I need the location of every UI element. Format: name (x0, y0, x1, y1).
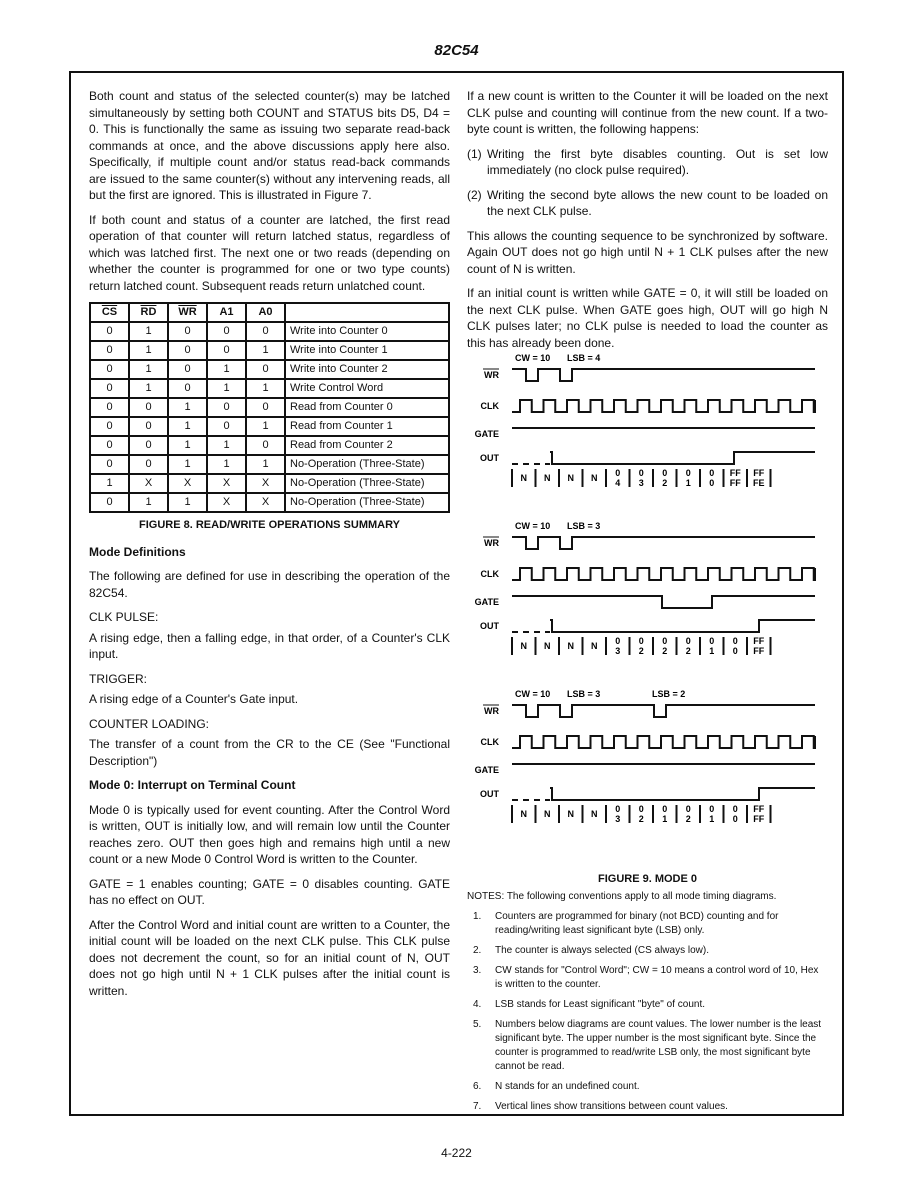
lsb-label: LSB = 3 (567, 689, 601, 699)
notes-heading: NOTES: The following conventions apply to all mode timing diagrams. (467, 890, 777, 902)
table-cell: 0 (168, 360, 207, 379)
note-text: The counter is always selected (CS always low). (495, 944, 709, 956)
table-cell: 0 (90, 398, 129, 417)
figure-9-caption: FIGURE 9. MODE 0 (597, 873, 698, 885)
count-value-lsb: 2 (685, 646, 691, 656)
table-cell: 1 (246, 455, 285, 474)
table-cell: 1 (207, 455, 246, 474)
count-value-msb: 0 (615, 468, 621, 478)
lsb-label: LSB = 3 (567, 521, 601, 531)
table-cell: 1 (129, 341, 168, 360)
count-value-lsb: 2 (662, 478, 668, 488)
table-cell: X (207, 493, 246, 512)
cw-label: CW = 10 (515, 689, 551, 699)
note-number: 6. (473, 1080, 482, 1092)
table-row (90, 474, 449, 493)
table-header-cell: A0 (246, 303, 285, 322)
signal-label-out: OUT (480, 789, 499, 799)
paragraph: GATE = 1 enables counting; GATE = 0 disables counting. GATE has no effect on OUT. (89, 876, 450, 907)
note-number: 4. (473, 998, 482, 1010)
out-waveform (550, 452, 815, 464)
term-clk-pulse: CLK PULSE: (89, 610, 159, 624)
table-cell: 1 (168, 417, 207, 436)
definition: The transfer of a count from the CR to the CE (See "Functional Description") (89, 737, 450, 768)
table-cell: X (129, 474, 168, 493)
count-value-lsb: 2 (662, 646, 668, 656)
count-value-lsb: 0 (732, 646, 738, 656)
item-text: Writing the first byte disables counting. Out is set low immediately (no clock pulse required). (487, 146, 828, 177)
table-header-cell (285, 303, 449, 322)
table-header-cell: A1 (207, 303, 246, 322)
paragraph: After the Control Word and initial count are written to a Counter, the initial count will be loaded on the next CLK pulse. This CLK pulse does not decrement the count, so for an initial count of N, OUT does not go high until N + 1 CLK pulses after the initial count is written. (89, 917, 450, 998)
note-item (467, 1100, 828, 1114)
table-row (90, 455, 449, 474)
gate-waveform (512, 596, 815, 608)
table-cell: 1 (207, 360, 246, 379)
count-value-msb: N (544, 809, 551, 819)
count-value-msb: 0 (709, 468, 715, 478)
term-trigger: TRIGGER: (89, 671, 148, 686)
table-cell: 1 (129, 379, 168, 398)
table-cell: 1 (207, 436, 246, 455)
table-header-cell: $\overline{CS}$ (90, 303, 129, 322)
table-header-cell: $\overline{RD}$ (129, 303, 168, 322)
table-cell: Write into Counter 1 (285, 341, 449, 360)
table-cell: 0 (246, 398, 285, 417)
table-cell: 0 (129, 417, 168, 436)
table-cell: 1 (129, 322, 168, 341)
note-item (467, 998, 828, 1012)
table-cell: 0 (129, 398, 168, 417)
table-row (90, 322, 449, 341)
count-value-msb: N (520, 473, 527, 483)
mode-0-heading: Mode 0: Interrupt on Terminal Count (89, 778, 296, 792)
table-cell: 1 (207, 379, 246, 398)
table-cell: 0 (90, 417, 129, 436)
count-value-lsb: 1 (662, 814, 668, 824)
signal-label-gate: GATE (474, 597, 499, 607)
count-value-msb: N (591, 641, 598, 651)
table-cell: 0 (246, 436, 285, 455)
table-cell: X (207, 474, 246, 493)
table-cell: Write into Counter 0 (285, 322, 449, 341)
count-value-msb: FF (753, 804, 765, 814)
item-number: (1) (467, 146, 482, 161)
count-value-msb: N (567, 473, 574, 483)
table-cell: No-Operation (Three-State) (285, 493, 449, 512)
table-cell: Read from Counter 2 (285, 436, 449, 455)
note-item (467, 944, 828, 958)
right-column (467, 88, 828, 1120)
count-value-msb: FF (729, 468, 741, 478)
count-value-msb: FF (753, 468, 765, 478)
count-value-lsb: 1 (709, 646, 715, 656)
signal-label-wr: WR (484, 706, 499, 716)
count-value-msb: 0 (709, 636, 715, 646)
count-value-lsb: 1 (709, 814, 715, 824)
table-cell: 0 (246, 322, 285, 341)
table-cell: 1 (168, 493, 207, 512)
figure-8-caption: FIGURE 8. READ/WRITE OPERATIONS SUMMARY (139, 519, 400, 531)
count-value-lsb: 0 (709, 478, 715, 488)
count-value-msb: 0 (685, 804, 691, 814)
mode-0-timing-diagram (467, 351, 828, 871)
table-cell: 0 (207, 398, 246, 417)
clk-waveform (512, 568, 815, 580)
mode-definitions-heading: Mode Definitions (89, 544, 186, 559)
note-item (467, 964, 828, 992)
count-value-msb: 0 (662, 804, 668, 814)
signal-label-out: OUT (480, 453, 499, 463)
note-number: 7. (473, 1100, 482, 1112)
table-cell: Read from Counter 0 (285, 398, 449, 417)
lsb-label: LSB = 2 (652, 689, 686, 699)
table-cell: 1 (129, 360, 168, 379)
clk-waveform (512, 400, 815, 412)
cw-label: CW = 10 (515, 521, 551, 531)
notes (467, 890, 828, 1114)
note-text: Counters are programmed for binary (not BCD) counting and for reading/writing least significant byte (LSB) only. (495, 910, 779, 936)
signal-label-clk: CLK (480, 401, 499, 411)
count-value-msb: 0 (662, 468, 668, 478)
count-value-msb: 0 (615, 636, 621, 646)
count-value-msb: 0 (638, 468, 644, 478)
count-value-msb: 0 (685, 636, 691, 646)
paragraph: If both count and status of a counter are latched, the first read operation of that counter will return latched status, regardless of which was latched first. The next one or two reads (depending on whether the counter is programmed for one or two type counts) return latched count. Subsequent reads return unlatched count. (89, 212, 450, 293)
read-write-operations-table (89, 302, 450, 513)
signal-label-out: OUT (480, 621, 499, 631)
table-cell: 0 (90, 341, 129, 360)
table-row (90, 398, 449, 417)
table-header-cell: $\overline{WR}$ (168, 303, 207, 322)
signal-label-wr: WR (484, 370, 499, 380)
table-row (90, 341, 449, 360)
list-item (467, 187, 828, 220)
list-item (467, 146, 828, 179)
table-cell: 1 (168, 455, 207, 474)
table-cell: 0 (90, 322, 129, 341)
table-row (90, 417, 449, 436)
paragraph: Mode 0 is typically used for event counting. After the Control Word is written, OUT is initially low, and will remain low until the Counter reaches zero. OUT then goes high and remains high until a new count or a new Mode 0 Control Word is written to the Counter. (89, 802, 450, 866)
count-value-msb: 0 (638, 636, 644, 646)
table-cell: 1 (129, 493, 168, 512)
term-counter-loading: COUNTER LOADING: (89, 716, 210, 731)
count-value-msb: 0 (685, 468, 691, 478)
table-row (90, 360, 449, 379)
table-cell: 0 (90, 436, 129, 455)
note-number: 2. (473, 944, 482, 956)
table-cell: 0 (168, 379, 207, 398)
count-value-msb: 0 (615, 804, 621, 814)
table-row (90, 493, 449, 512)
note-number: 5. (473, 1018, 482, 1030)
paragraph: Both count and status of the selected counter(s) may be latched simultaneously by setting both COUNT and STATUS bits D5, D4 = 0. This is functionally the same as issuing two separate read-back commands at once, and the above discussions apply here also. Specifically, if multiple count and/or status read-back commands are issued to the same counter(s) without any intervening reads, all but the first are ignored. This is illustrated in Figure 7. (89, 89, 450, 202)
table-cell: 0 (246, 360, 285, 379)
note-item (467, 1080, 828, 1094)
count-value-msb: 0 (732, 804, 738, 814)
note-text: Numbers below diagrams are count values. The lower number is the least significant byte. The upper number is the most significant byte. Since the counter is programmed to read/write LSB only, the most significant byte cannot be read. (495, 1018, 822, 1072)
table-cell: No-Operation (Three-State) (285, 455, 449, 474)
wr-waveform (512, 369, 815, 381)
table-cell: 1 (168, 398, 207, 417)
note-item (467, 910, 828, 938)
signal-label-clk: CLK (480, 737, 499, 747)
table-cell: 1 (246, 379, 285, 398)
count-value-lsb: FF (753, 646, 765, 656)
table-cell: Write Control Word (285, 379, 449, 398)
count-value-msb: N (544, 641, 551, 651)
count-value-msb: FF (753, 636, 765, 646)
table-cell: 0 (168, 341, 207, 360)
table-cell: 0 (129, 455, 168, 474)
table-row (90, 436, 449, 455)
table-cell: 0 (90, 360, 129, 379)
table-cell: 0 (90, 379, 129, 398)
clk-waveform (512, 736, 815, 748)
table-cell: No-Operation (Three-State) (285, 474, 449, 493)
note-text: N stands for an undefined count. (495, 1080, 640, 1092)
out-waveform (550, 620, 815, 632)
note-number: 3. (473, 964, 482, 976)
wr-waveform (512, 705, 815, 717)
count-value-msb: N (591, 473, 598, 483)
count-value-lsb: 2 (638, 646, 644, 656)
definition: A rising edge, then a falling edge, in that order, of a Counter's CLK input. (89, 630, 450, 661)
wr-waveform (512, 537, 815, 549)
count-value-msb: 0 (709, 804, 715, 814)
table-cell: 0 (207, 417, 246, 436)
table-cell: 1 (246, 341, 285, 360)
count-value-lsb: 0 (732, 814, 738, 824)
count-value-lsb: FE (752, 478, 765, 488)
note-number: 1. (473, 910, 482, 922)
count-value-lsb: 2 (685, 814, 691, 824)
table-cell: X (168, 474, 207, 493)
signal-label-gate: GATE (474, 765, 499, 775)
signal-label-gate: GATE (474, 429, 499, 439)
table-cell: 0 (168, 322, 207, 341)
signal-label-wr: WR (484, 538, 499, 548)
count-value-msb: N (591, 809, 598, 819)
paragraph: If an initial count is written while GATE = 0, it will still be loaded on the next CLK pulse. When GATE goes high, OUT will go high N CLK pulses later; no CLK pulse is needed to load the counter as this has already been done. (467, 286, 828, 350)
count-value-lsb: 2 (638, 814, 644, 824)
note-text: LSB stands for Least significant "byte" of count. (495, 998, 705, 1010)
item-text: Writing the second byte allows the new count to be loaded on the next CLK pulse. (487, 187, 828, 218)
count-value-msb: N (567, 641, 574, 651)
table-cell: Read from Counter 1 (285, 417, 449, 436)
count-value-lsb: FF (753, 814, 765, 824)
table-cell: 0 (129, 436, 168, 455)
out-waveform (550, 788, 815, 800)
count-value-lsb: 3 (638, 478, 644, 488)
note-text: CW stands for "Control Word"; CW = 10 means a control word of 10, Hex is written to the counter. (495, 964, 819, 990)
table-cell: 0 (90, 455, 129, 474)
count-value-msb: N (567, 809, 574, 819)
table-cell: 1 (90, 474, 129, 493)
count-value-lsb: 3 (615, 646, 621, 656)
table-cell: X (246, 474, 285, 493)
count-value-msb: 0 (732, 636, 738, 646)
table-cell: Write into Counter 2 (285, 360, 449, 379)
paragraph: This allows the counting sequence to be synchronized by software. Again OUT does not go high until N + 1 CLK pulses after the new count of N is written. (467, 228, 828, 276)
paragraph: If a new count is written to the Counter it will be loaded on the next CLK pulse and counting will continue from the new count. If a two-byte count is written, the following happens: (467, 89, 828, 136)
count-value-lsb: FF (729, 478, 741, 488)
note-text: Vertical lines show transitions between count values. (495, 1100, 728, 1112)
note-item (467, 1018, 828, 1074)
count-value-msb: 0 (662, 636, 668, 646)
table-cell: X (246, 493, 285, 512)
count-value-msb: N (544, 473, 551, 483)
count-value-msb: N (520, 809, 527, 819)
table-cell: 0 (90, 493, 129, 512)
table-cell: 1 (168, 436, 207, 455)
page-header: 82C54 (434, 42, 479, 59)
paragraph: The following are defined for use in describing the operation of the 82C54. (89, 569, 450, 600)
left-column (89, 88, 450, 1007)
table-cell: 0 (207, 341, 246, 360)
count-value-msb: N (520, 641, 527, 651)
item-number: (2) (467, 187, 482, 202)
table-row (90, 379, 449, 398)
definition: A rising edge of a Counter's Gate input. (89, 692, 299, 706)
signal-label-clk: CLK (480, 569, 499, 579)
cw-label: CW = 10 (515, 353, 551, 363)
table-cell: 0 (207, 322, 246, 341)
lsb-label: LSB = 4 (567, 353, 601, 363)
count-value-msb: 0 (638, 804, 644, 814)
count-value-lsb: 4 (615, 478, 621, 488)
table-cell: 1 (246, 417, 285, 436)
count-value-lsb: 3 (615, 814, 621, 824)
count-value-lsb: 1 (685, 478, 691, 488)
page-number: 4-222 (441, 1146, 472, 1160)
